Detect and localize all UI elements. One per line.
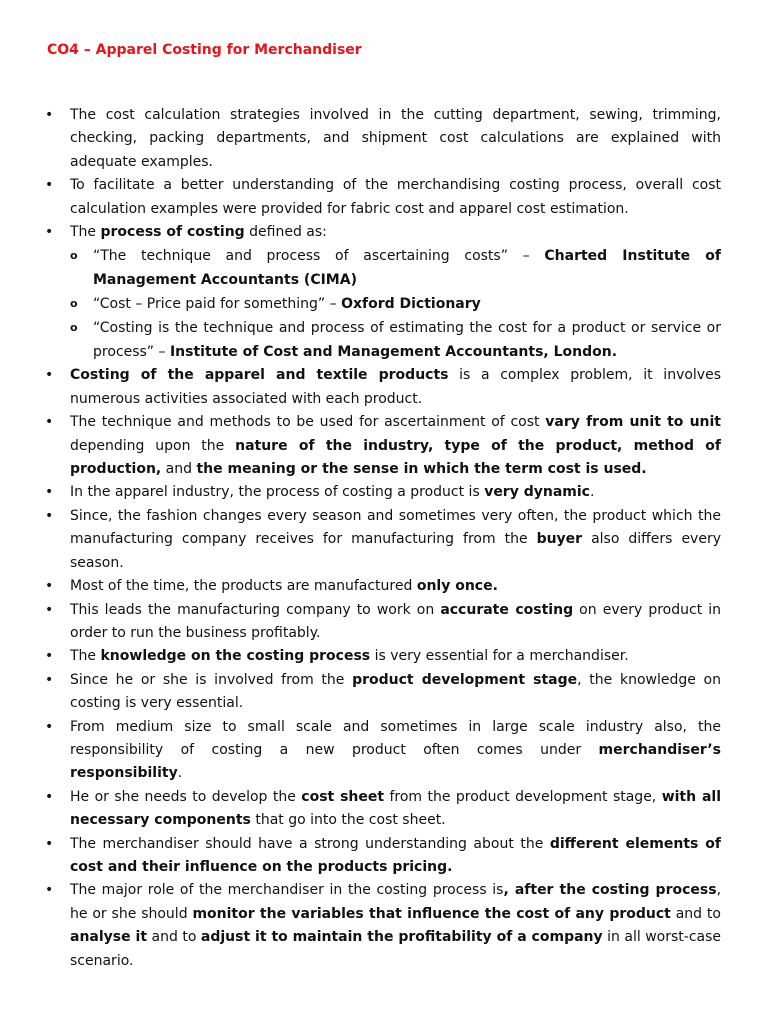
- bullet-item: [0, 669, 768, 716]
- text-segment: , the knowledge on costing is very essential.: [70, 671, 721, 712]
- sub-bullet-icon: o: [70, 249, 78, 263]
- bullet-item: [0, 833, 768, 880]
- text-segment: The merchandiser should have a strong understanding about the: [70, 835, 550, 852]
- bold-text: different elements of cost and their influence on the products pricing.: [70, 835, 721, 875]
- bullet-icon: •: [45, 578, 54, 595]
- bullet-item: [0, 505, 768, 575]
- text-segment: , he or she should: [70, 882, 722, 922]
- text-segment: “The technique and process of ascertaining costs” –: [93, 248, 545, 265]
- text-segment: “Cost – Price paid for something” –: [93, 296, 342, 313]
- bold-text: knowledge on the costing process: [100, 648, 371, 665]
- bullet-icon: •: [45, 107, 54, 123]
- bullet-item: [0, 575, 768, 598]
- text-segment: He or she needs to develop the: [70, 788, 302, 805]
- text-segment: In the apparel industry, the process of costing a product is: [70, 484, 485, 501]
- bold-text: only once.: [416, 578, 498, 595]
- sub-bullet-item: [70, 316, 721, 364]
- bullet-icon: •: [45, 177, 54, 194]
- text-segment: and to: [147, 929, 201, 946]
- bold-text: Charted Institute of Management Accountants (CIMA): [93, 248, 721, 289]
- bullet-item: [0, 221, 768, 364]
- text-segment: The technique and methods to be used for ascertainment of cost: [70, 414, 546, 431]
- text-segment: also differs every season.: [70, 531, 721, 571]
- bullet-item: [0, 411, 768, 481]
- bold-text: adjust it to maintain the profitability of a company: [200, 929, 603, 946]
- bullet-icon: •: [45, 224, 54, 241]
- bullet-icon: •: [45, 671, 54, 688]
- text-segment: on every product in order to run the business profitably.: [70, 601, 722, 641]
- bullet-icon: •: [45, 718, 54, 735]
- sub-bullet-list: [70, 244, 721, 364]
- sub-bullet-icon: o: [70, 297, 78, 311]
- text-segment: The cost calculation strategies involved in the cutting department, sewing, trimming, checking, packing departments, and shipment cost calculations are explained with adequate examples.: [70, 107, 721, 170]
- bullet-icon: •: [45, 882, 54, 899]
- text-segment: The: [70, 648, 101, 665]
- bold-text: Oxford Dictionary: [341, 296, 481, 313]
- text-segment: Since he or she is involved from the: [70, 671, 353, 688]
- text-segment: From medium size to small scale and sometimes in large scale industry also, the responsibility of costing a new product often comes under: [70, 718, 721, 758]
- bullet-item: [0, 716, 768, 786]
- bullet-icon: •: [45, 601, 54, 618]
- bullet-item: [0, 786, 768, 833]
- bullet-icon: •: [45, 835, 54, 852]
- bullet-item: [0, 104, 768, 174]
- bullet-icon: •: [45, 507, 54, 524]
- bullet-icon: •: [45, 367, 54, 384]
- text-segment: Since, the fashion changes every season and sometimes very often, the product which the manufacturing company receives for manufacturing from the: [70, 507, 721, 548]
- bullet-item: [0, 879, 768, 973]
- text-segment: The major role of the merchandiser in the costing process is: [70, 882, 504, 899]
- text-segment: is a complex problem, it involves numerous activities associated with each product.: [70, 367, 721, 407]
- bold-text: nature of the industry, type of the product, method of production,: [70, 437, 721, 478]
- bold-text: analyse it: [70, 929, 148, 946]
- document-body: [0, 104, 768, 973]
- bold-text: monitor the variables that influence the cost of any product: [192, 905, 671, 922]
- bold-text: vary from unit to unit: [545, 414, 721, 431]
- bullet-icon: •: [45, 414, 54, 431]
- text-segment: Most of the time, the products are manufactured: [70, 578, 417, 595]
- text-segment: defined as:: [244, 224, 327, 241]
- bold-text: Institute of Cost and Management Accountants, London.: [169, 344, 618, 361]
- sub-bullet-item: [70, 292, 721, 316]
- bullet-item: [0, 174, 768, 221]
- page-title: CO4 – Apparel Costing for Merchandiser: [47, 42, 362, 58]
- bold-text: Costing of the apparel and textile products: [70, 367, 449, 384]
- bold-text: , after the costing process: [503, 882, 717, 899]
- text-segment: depending upon the: [70, 437, 236, 454]
- bold-text: very dynamic: [484, 484, 590, 501]
- bullet-item: [0, 599, 768, 646]
- bold-text: process of costing: [100, 224, 245, 241]
- text-segment: in all worst-case scenario.: [70, 929, 721, 969]
- text-segment: and to: [670, 905, 721, 922]
- text-segment: that go into the cost sheet.: [250, 812, 446, 829]
- text-segment: and: [161, 461, 197, 478]
- text-segment: To facilitate a better understanding of the merchandising costing process, overall cost calculation examples were provided for fabric cost and apparel cost estimation.: [70, 177, 721, 217]
- bold-text: buyer: [536, 531, 583, 548]
- bullet-icon: •: [45, 484, 54, 501]
- bold-text: product development stage: [352, 671, 578, 688]
- bullet-item: [0, 645, 768, 668]
- bullet-icon: •: [45, 648, 54, 665]
- bold-text: cost sheet: [301, 788, 385, 805]
- bold-text: the meaning or the sense in which the term cost is used.: [196, 461, 647, 478]
- text-segment: .: [589, 484, 595, 501]
- bullet-item: [0, 364, 768, 411]
- bullet-icon: •: [45, 788, 54, 805]
- text-segment: The: [70, 224, 101, 241]
- bullet-list: [0, 104, 768, 973]
- text-segment: is very essential for a merchandiser.: [370, 648, 629, 665]
- bold-text: with all necessary components: [70, 788, 721, 829]
- text-segment: .: [177, 765, 183, 782]
- text-segment: from the product development stage,: [384, 788, 662, 805]
- sub-bullet-item: [70, 244, 721, 292]
- text-segment: “Costing is the technique and process of estimating the cost for a product or service or process” –: [93, 320, 721, 361]
- bold-text: accurate costing: [440, 601, 574, 618]
- text-segment: This leads the manufacturing company to work on: [70, 601, 441, 618]
- sub-bullet-icon: o: [70, 321, 78, 335]
- bold-text: merchandiser’s responsibility: [70, 741, 721, 782]
- bullet-item: [0, 481, 768, 504]
